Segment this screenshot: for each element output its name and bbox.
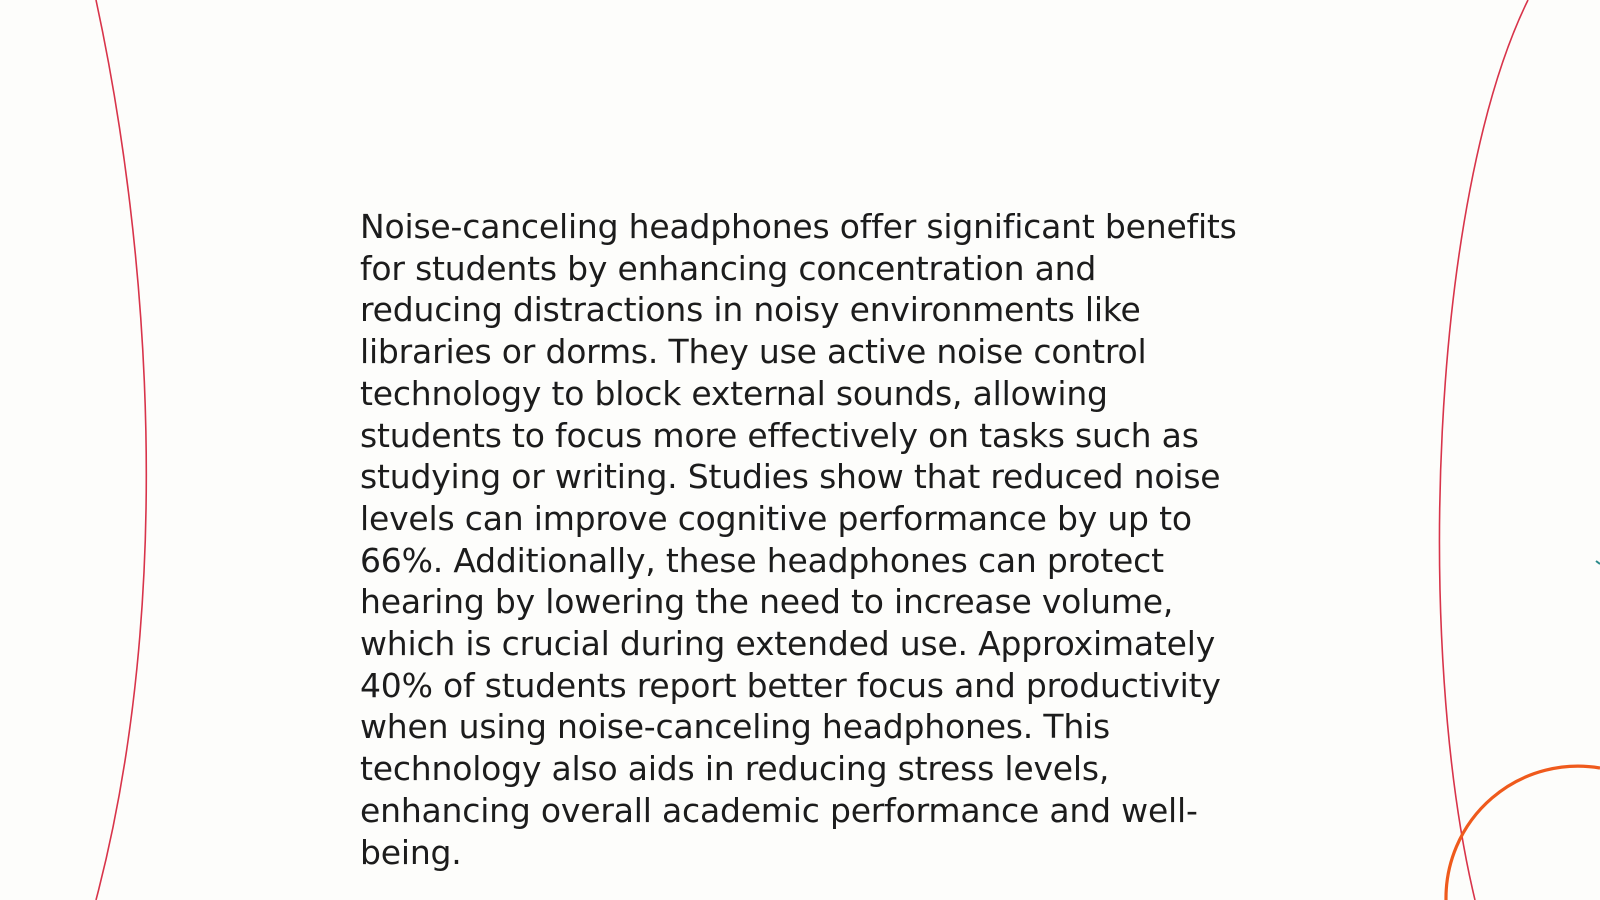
paragraph-line: being. [360, 832, 462, 872]
paragraph-line: technology also aids in reducing stress levels, [360, 749, 1110, 789]
paragraph-line: for students by enhancing concentration and [360, 248, 1097, 288]
paragraph-line: 40% of students report better focus and productivity [360, 665, 1221, 705]
paragraph-line: when using noise-canceling headphones. This [360, 707, 1110, 747]
paragraph-line: technology to block external sounds, allowing [360, 373, 1108, 413]
paragraph-line: Noise-canceling headphones offer significant benefits [360, 207, 1237, 246]
paragraph-line: 66%. Additionally, these headphones can protect [360, 540, 1164, 580]
paragraph-line: which is crucial during extended use. Approximately [360, 624, 1216, 664]
paragraph-line: levels can improve cognitive performance by up to [360, 498, 1192, 538]
orange-circle-arc [1446, 766, 1600, 900]
paragraph-line: libraries or dorms. They use active noise control [360, 332, 1147, 372]
paragraph-line: students to focus more effectively on tasks such as [360, 415, 1199, 455]
right-red-arc [1439, 0, 1528, 900]
paragraph-line: hearing by lowering the need to increase volume, [360, 582, 1174, 622]
paragraph-line: enhancing overall academic performance and well- [360, 790, 1198, 830]
body-paragraph [360, 206, 1260, 873]
left-red-arc [96, 0, 146, 900]
small-teal-mark [1596, 561, 1600, 564]
paragraph-line: studying or writing. Studies show that reduced noise [360, 457, 1221, 497]
paragraph-line: reducing distractions in noisy environments like [360, 290, 1141, 330]
